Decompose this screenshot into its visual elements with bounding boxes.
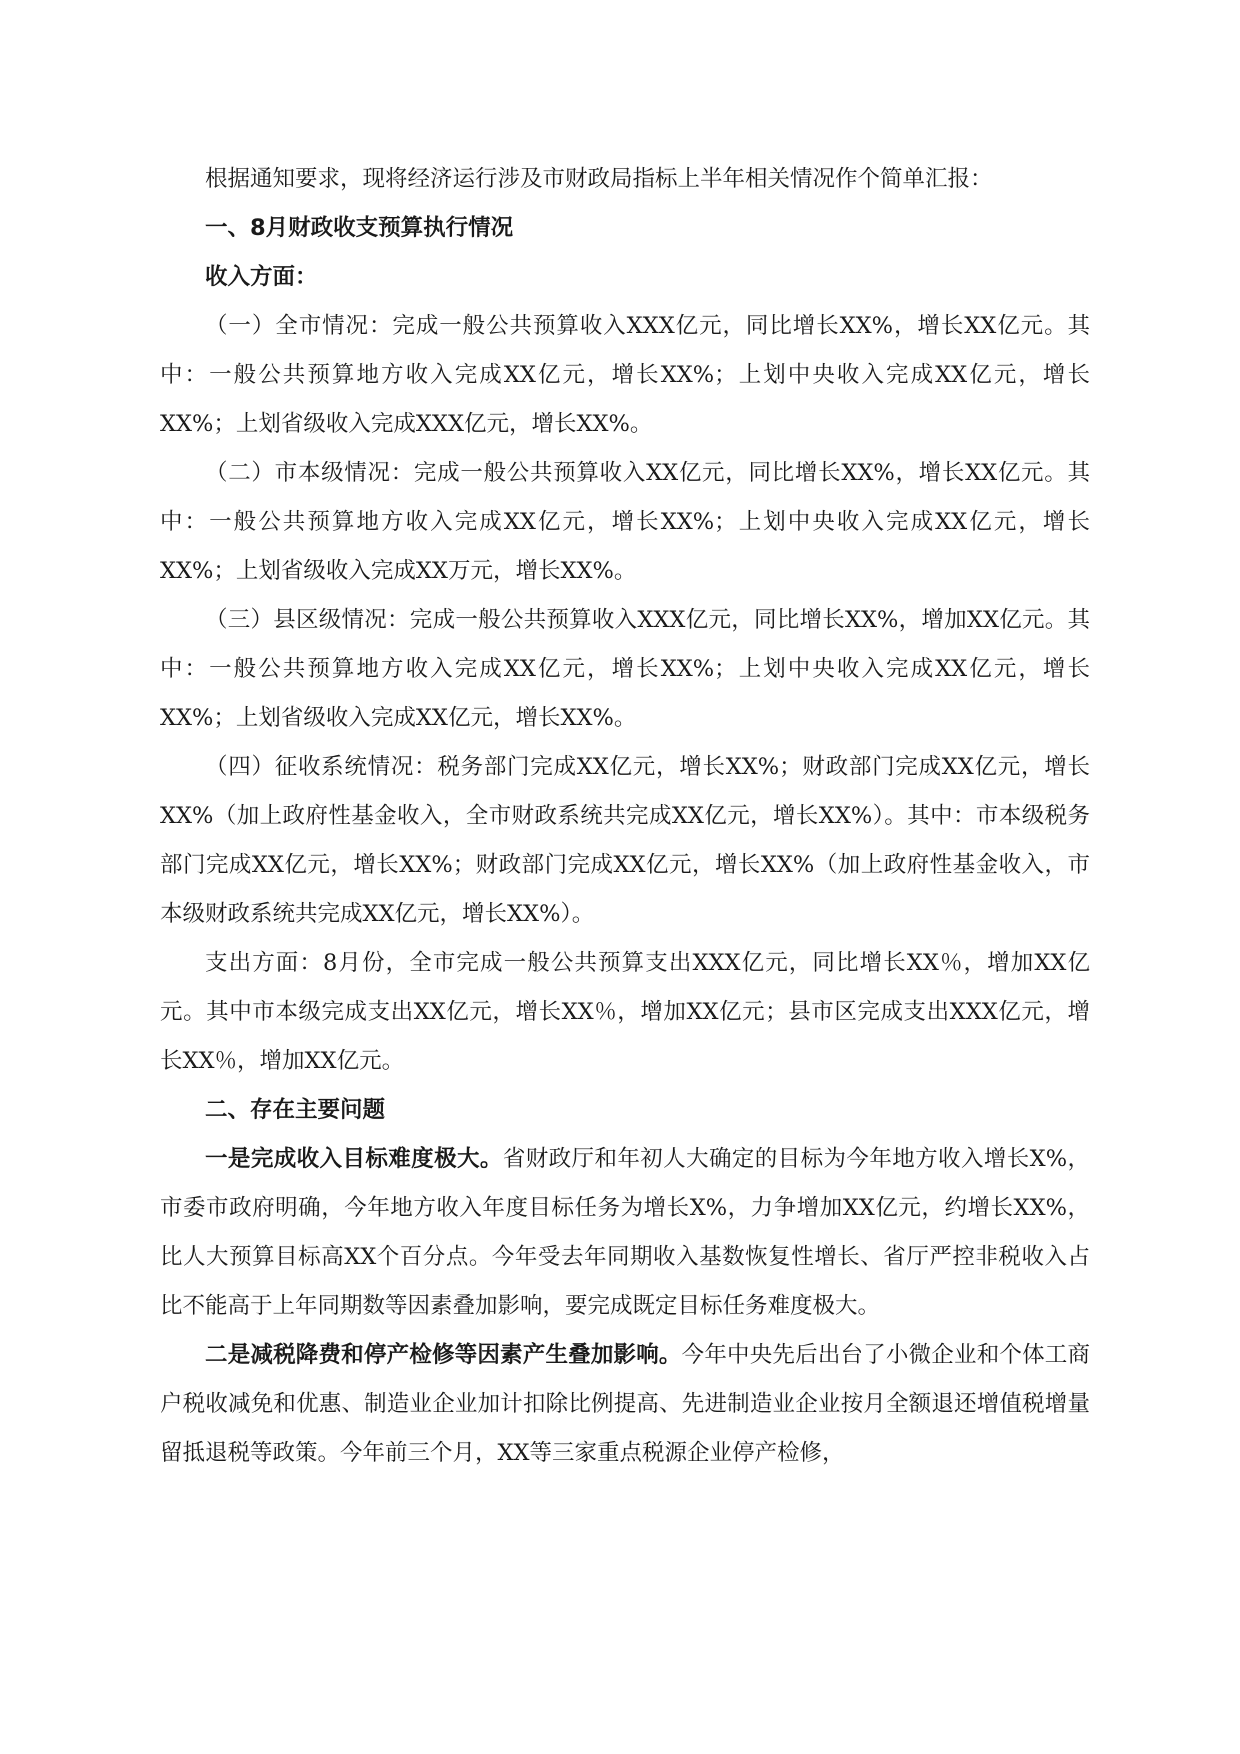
intro-paragraph: 根据通知要求，现将经济运行涉及市财政局指标上半年相关情况作个简单汇报： <box>205 166 993 192</box>
subheading-income: 收入方面： <box>205 264 318 290</box>
problem-2-lead: 二是减税降费和停产检修等因素产生叠加影响。 <box>205 1342 682 1368</box>
paragraph-county-income: （三）县区级情况：完成一般公共预算收入XXX亿元，同比增长XX%，增加XX亿元。其中：一般公共预算地方收入完成XX亿元，增长XX%；上划中央收入完成XX亿元，增长XX%；上划省级收入完成XX亿元，增长XX%。 <box>160 607 1090 731</box>
paragraph-municipal-income: （二）市本级情况：完成一般公共预算收入XX亿元，同比增长XX%，增长XX亿元。其中：一般公共预算地方收入完成XX亿元，增长XX%；上划中央收入完成XX亿元，增长XX%；上划省级收入完成XX万元，增长XX%。 <box>160 460 1090 584</box>
paragraph-city-income: （一）全市情况：完成一般公共预算收入XXX亿元，同比增长XX%，增长XX亿元。其中：一般公共预算地方收入完成XX亿元，增长XX%；上划中央收入完成XX亿元，增长XX%；上划省级收入完成XXX亿元，增长XX%。 <box>160 313 1090 437</box>
document-body <box>160 155 1090 1478</box>
problem-1-body: 省财政厅和年初人大确定的目标为今年地方收入增长X%，市委市政府明确，今年地方收入年度目标任务为增长X%，力争增加XX亿元，约增长XX%，比人大预算目标高XX个百分点。今年受去年同期收入基数恢复性增长、省厅严控非税收入占比不能高于上年同期数等因素叠加影响，要完成既定目标任务难度极大。 <box>160 1146 1090 1319</box>
section-heading-main-problems: 二、存在主要问题 <box>205 1097 386 1123</box>
problem-1-lead: 一是完成收入目标难度极大。 <box>205 1146 503 1172</box>
paragraph-problem-1 <box>160 1135 1090 1331</box>
problem-2-body: 今年中央先后出台了小微企业和个体工商户税收减免和优惠、制造业企业加计扣除比例提高、先进制造业企业按月全额退还增值税增量留抵退税等政策。今年前三个月，XX等三家重点税源企业停产检修， <box>160 1342 1090 1466</box>
paragraph-collection-system: （四）征收系统情况：税务部门完成XX亿元，增长XX%；财政部门完成XX亿元，增长XX%（加上政府性基金收入，全市财政系统共完成XX亿元，增长XX%）。其中：市本级税务部门完成XX亿元，增长XX%；财政部门完成XX亿元，增长XX%（加上政府性基金收入，市本级财政系统共完成XX亿元，增长XX%）。 <box>160 754 1090 927</box>
paragraph-expenditure: 支出方面：8月份，全市完成一般公共预算支出XXX亿元，同比增长XX％，增加XX亿元。其中市本级完成支出XX亿元，增长XX％，增加XX亿元；县市区完成支出XXX亿元，增长XX％，增加XX亿元。 <box>160 950 1090 1074</box>
paragraph-problem-2 <box>160 1331 1090 1478</box>
section-heading-fiscal-execution: 一、8月财政收支预算执行情况 <box>205 215 514 241</box>
